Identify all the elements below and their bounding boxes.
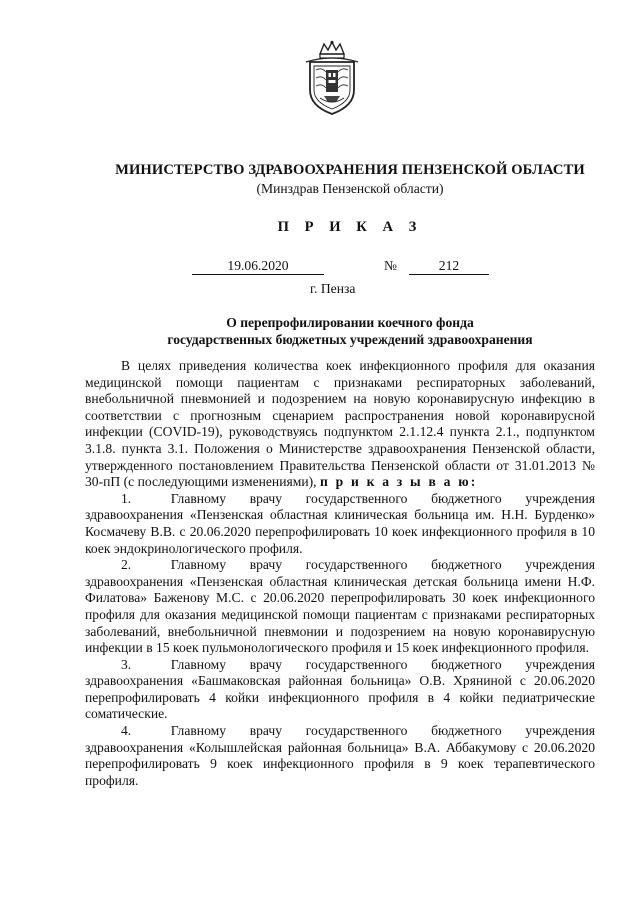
item-text: Главному врачу государственного бюджетного учреждения здравоохранения «Колышлейская районная больница» В.А. Аббакумову с 20.06.2020 перепрофилировать 9 коек инфекционного профиля в 9 коек терапевтического профиля.	[85, 723, 595, 788]
order-date: 19.06.2020	[192, 258, 324, 275]
item-text: Главному врачу государственного бюджетного учреждения здравоохранения «Пензенская областная клиническая больница им. Н.Н. Бурденко» Космачеву В.В. с 20.06.2020 перепрофилировать 10 коек инфекционного профиля в 10 коек эндокринологического профиля.	[85, 490, 595, 556]
number-sign: №	[384, 258, 397, 273]
order-item	[85, 491, 595, 557]
item-text: Главному врачу государственного бюджетного учреждения здравоохранения «Башмаковская районная больница» О.В. Хряниной с 20.06.2020 перепрофилировать 4 койки инфекционного профиля в 4 койки педиатрические соматические.	[85, 656, 595, 722]
ministry-title: МИНИСТЕРСТВО ЗДРАВООХРАНЕНИЯ ПЕНЗЕНСКОЙ ОБЛАСТИ	[115, 162, 585, 178]
order-word: п р и к а з ы в а ю:	[319, 474, 478, 490]
item-number: 4.	[121, 723, 132, 739]
preamble-paragraph	[85, 358, 595, 491]
item-number: 1.	[121, 490, 132, 506]
coat-of-arms-icon	[302, 40, 362, 116]
ministry-short-name: (Минздрав Пензенской области)	[256, 181, 444, 196]
item-number: 2.	[121, 557, 132, 573]
preamble-text: В целях приведения количества коек инфекционного профиля для оказания медицинской помощи пациентам с признаками респираторных заболеваний, внебольничной пневмонией и подозрением на новую коронавирусную инфекцию в соответствии с прогнозным сценарием распространения новой коронавирусной инфекции (COVID-19), руководствуясь подпунктом 2.1.12.4 пункта 2.1., подпунктом 3.1.8. пункта 3.1. Положения о Министерстве здравоохранения Пензенской области, утвержденного постановлением Правительства Пензенской области от 31.01.2013 № 30-пП (с последующими изменениями),	[85, 358, 595, 490]
order-item	[85, 557, 595, 657]
item-number: 3.	[121, 656, 132, 672]
item-text: Главному врачу государственного бюджетного учреждения здравоохранения «Пензенская областная клиническая детская больница имени Н.Ф. Филатова» Баженову М.С. с 20.06.2020 перепрофилировать 30 коек инфекционного профиля для оказания медицинской помощи пациентам с признаками респираторных заболеваний, внебольничной пневмонии и подозрением на новую коронавирусную инфекции в 15 коек пульмонологического профиля и 15 коек инфекционного профиля.	[85, 557, 595, 656]
order-number: 212	[409, 258, 489, 275]
subject-line-1: О перепрофилировании коечного фонда	[226, 315, 474, 330]
city: г. Пенза	[310, 281, 356, 296]
order-item	[85, 657, 595, 723]
order-subject	[60, 314, 640, 348]
subject-line-2: государственных бюджетных учреждений здравоохранения	[167, 332, 533, 347]
order-body	[85, 358, 595, 789]
document-type-title: П Р И К А З	[277, 219, 423, 235]
order-item	[85, 723, 595, 789]
